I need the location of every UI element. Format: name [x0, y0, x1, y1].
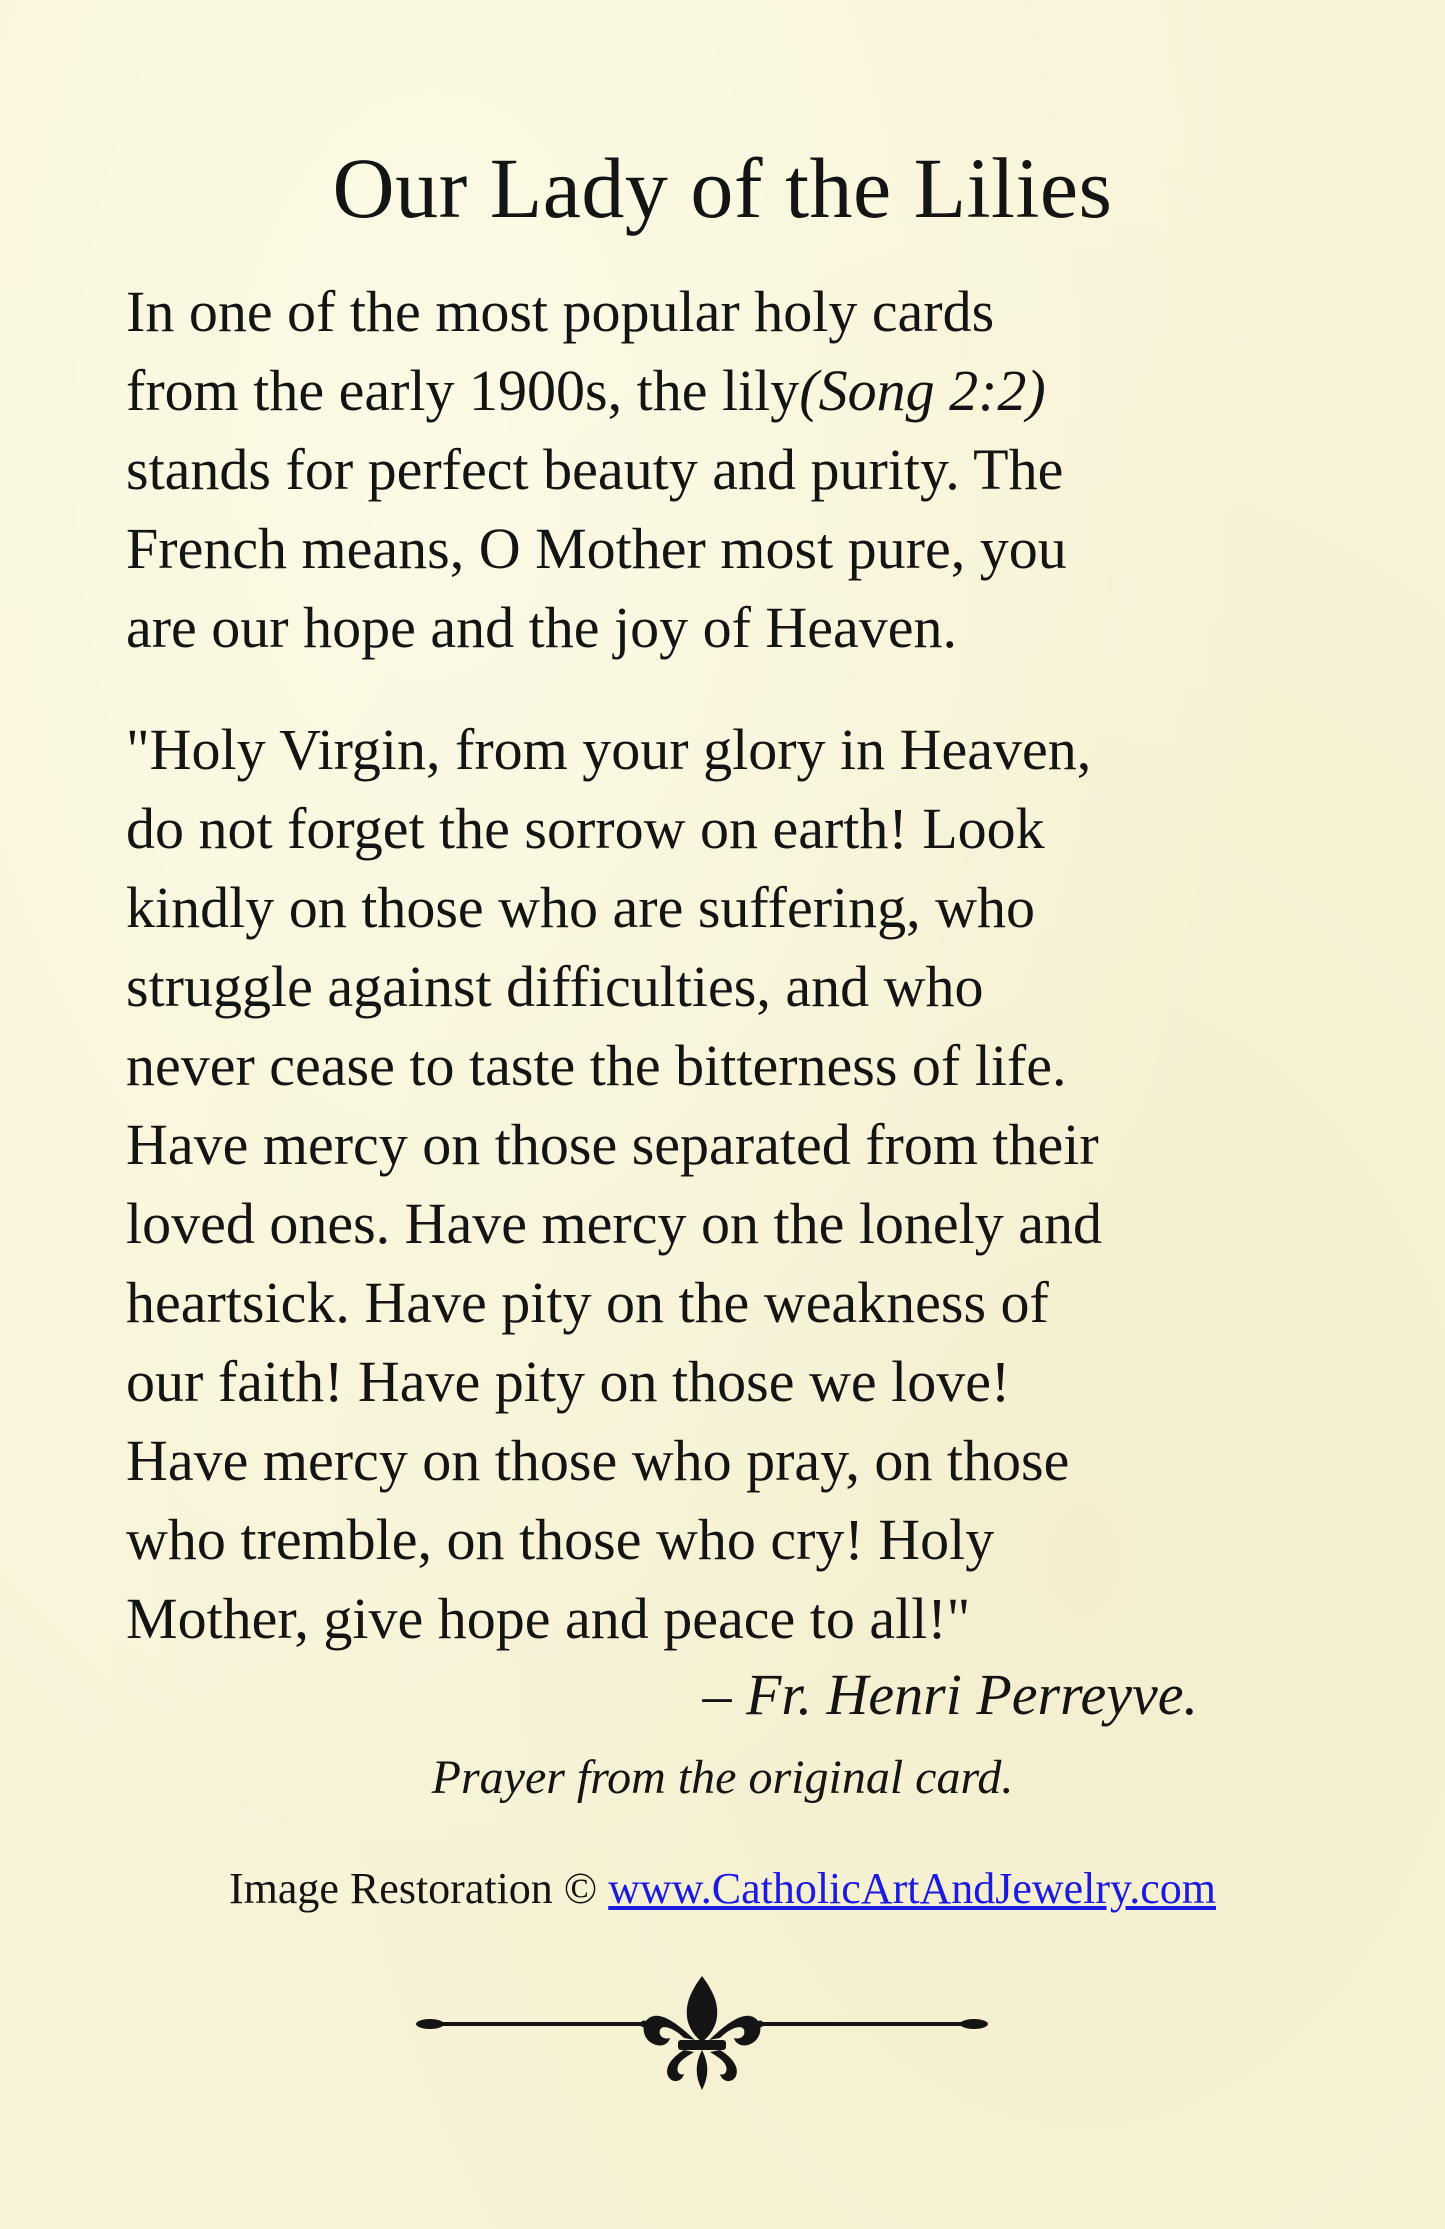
prayer-line: heartsick. Have pity on the weakness of [126, 1270, 1049, 1335]
image-credit [0, 1857, 1445, 1921]
prayer-line: "Holy Virgin, from your glory in Heaven, [126, 717, 1092, 782]
scripture-reference: (Song 2:2) [799, 358, 1046, 423]
intro-line-text: from the early 1900s, the lily [126, 358, 800, 423]
intro-paragraph [126, 272, 1356, 667]
prayer-line: loved ones. Have mercy on the lonely and [126, 1191, 1103, 1256]
prayer-line: Mother, give hope and peace to all!" [126, 1586, 971, 1651]
intro-line: stands for perfect beauty and purity. The [126, 437, 1064, 502]
intro-line [126, 351, 1356, 430]
prayer-line: Have mercy on those who pray, on those [126, 1428, 1070, 1493]
prayer-source-note: Prayer from the original card. [431, 1751, 1014, 1804]
website-link[interactable]: www.CatholicArtAndJewelry.com [608, 1864, 1216, 1913]
prayer-paragraph [126, 710, 1356, 1658]
credit-label: Image Restoration © [229, 1864, 609, 1913]
prayer-line: who tremble, on those who cry! Holy [126, 1507, 995, 1572]
prayer-line: never cease to taste the bitterness of life. [126, 1033, 1067, 1098]
prayer-line: struggle against difficulties, and who [126, 954, 984, 1019]
prayer-line: do not forget the sorrow on earth! Look [126, 796, 1045, 861]
prayer-line: our faith! Have pity on those we love! [126, 1349, 1011, 1414]
prayer-line: kindly on those who are suffering, who [126, 875, 1036, 940]
prayer-line: Have mercy on those separated from their [126, 1112, 1099, 1177]
fleur-de-lis-divider-icon [412, 1970, 992, 2095]
card-title: Our Lady of the Lilies [332, 140, 1113, 236]
intro-line: In one of the most popular holy cards [126, 279, 995, 344]
intro-line: are our hope and the joy of Heaven. [126, 595, 958, 660]
intro-line: French means, O Mother most pure, you [126, 516, 1067, 581]
prayer-author: – Fr. Henri Perreyve. [702, 1662, 1198, 1727]
